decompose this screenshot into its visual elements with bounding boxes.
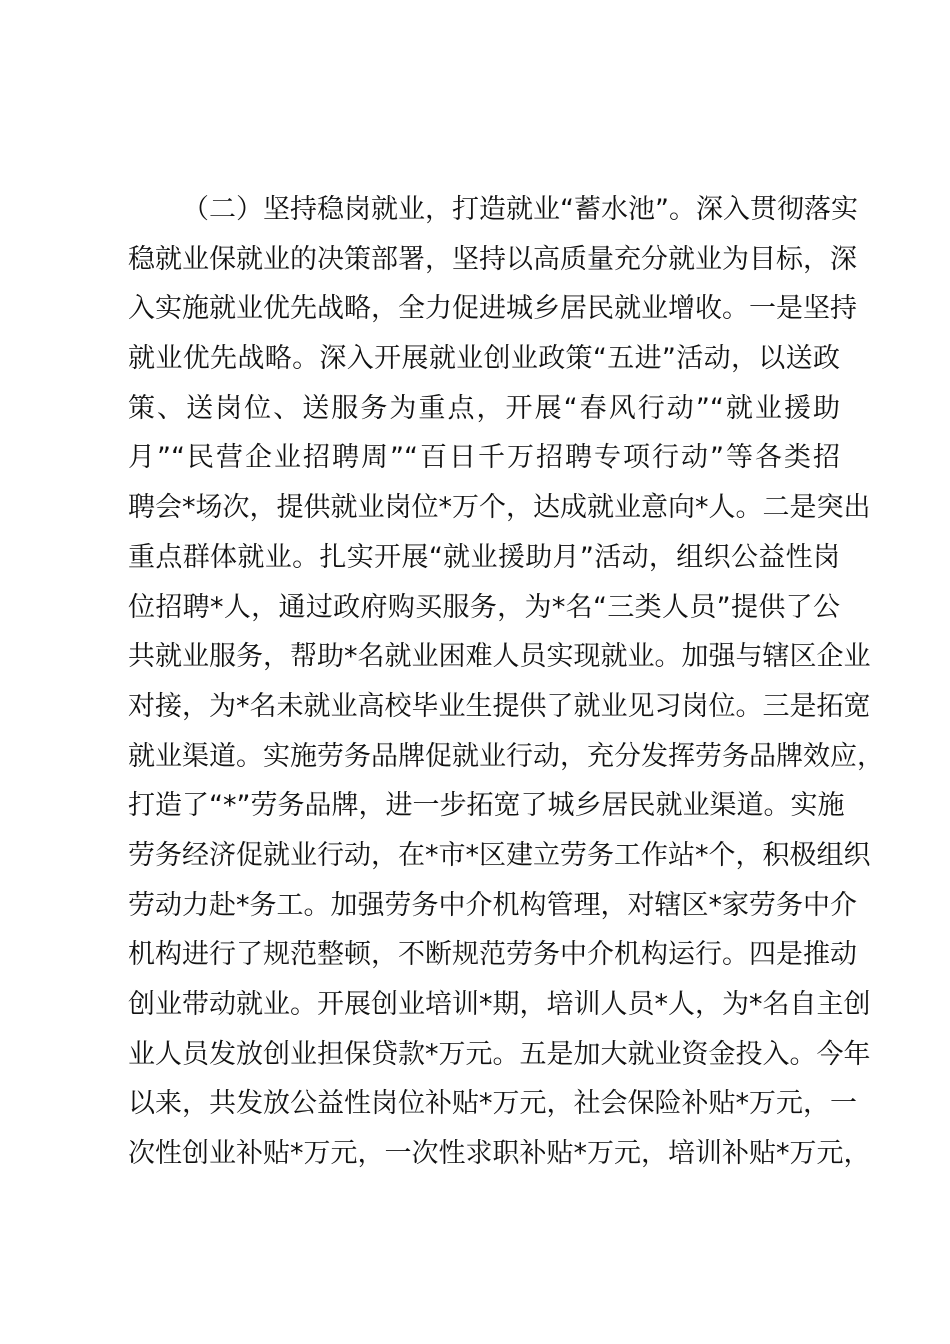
text-line: （二）坚持稳岗就业，打造就业“蓄水池”。深入贯彻落实: [182, 194, 858, 225]
text-line: 就业优先战略。深入开展就业创业政策“五进”活动，以送政: [128, 343, 840, 375]
text-line: 打造了“*”劳务品牌，进一步拓宽了城乡居民就业渠道。实施: [128, 790, 845, 822]
text-line: 业人员发放创业担保贷款*万元。五是加大就业资金投入。今年: [128, 1038, 871, 1070]
text-line: 对接，为*名未就业高校毕业生提供了就业见习岗位。三是拓宽: [128, 690, 871, 722]
text-line: 月”“民营企业招聘周”“百日千万招聘专项行动”等各类招: [128, 442, 840, 474]
text-line: 稳就业保就业的决策部署，坚持以高质量充分就业为目标，深: [128, 243, 857, 275]
text-line: 重点群体就业。扎实开展“就业援助月”活动，组织公益性岗: [128, 541, 840, 573]
text-line: 入实施就业优先战略，全力促进城乡居民就业增收。一是坚持: [128, 293, 857, 325]
text-line: 以来，共发放公益性岗位补贴*万元，社会保险补贴*万元，一: [128, 1088, 857, 1120]
text-line: 次性创业补贴*万元，一次性求职补贴*万元，培训补贴*万元，: [128, 1138, 871, 1170]
text-line: 聘会*场次，提供就业岗位*万个，达成就业意向*人。二是突出: [128, 492, 871, 524]
text-line: 劳动力赴*务工。加强劳务中介机构管理，对辖区*家劳务中介: [128, 889, 857, 921]
text-line: 位招聘*人，通过政府购买服务，为*名“三类人员”提供了公: [128, 591, 840, 623]
text-line: 就业渠道。实施劳务品牌促就业行动，充分发挥劳务品牌效应，: [128, 740, 884, 772]
text-line: 创业带动就业。开展创业培训*期，培训人员*人，为*名自主创: [128, 989, 871, 1020]
text-line: 共就业服务，帮助*名就业困难人员实现就业。加强与辖区企业: [128, 641, 871, 673]
text-line: 机构进行了规范整顿，不断规范劳务中介机构运行。四是推动: [128, 939, 857, 971]
body-paragraph: [128, 185, 884, 1179]
text-line: 劳务经济促就业行动，在*市*区建立劳务工作站*个，积极组织: [128, 839, 871, 871]
text-line: 策、送岗位、送服务为重点，开展“春风行动”“就业援助: [128, 392, 840, 424]
